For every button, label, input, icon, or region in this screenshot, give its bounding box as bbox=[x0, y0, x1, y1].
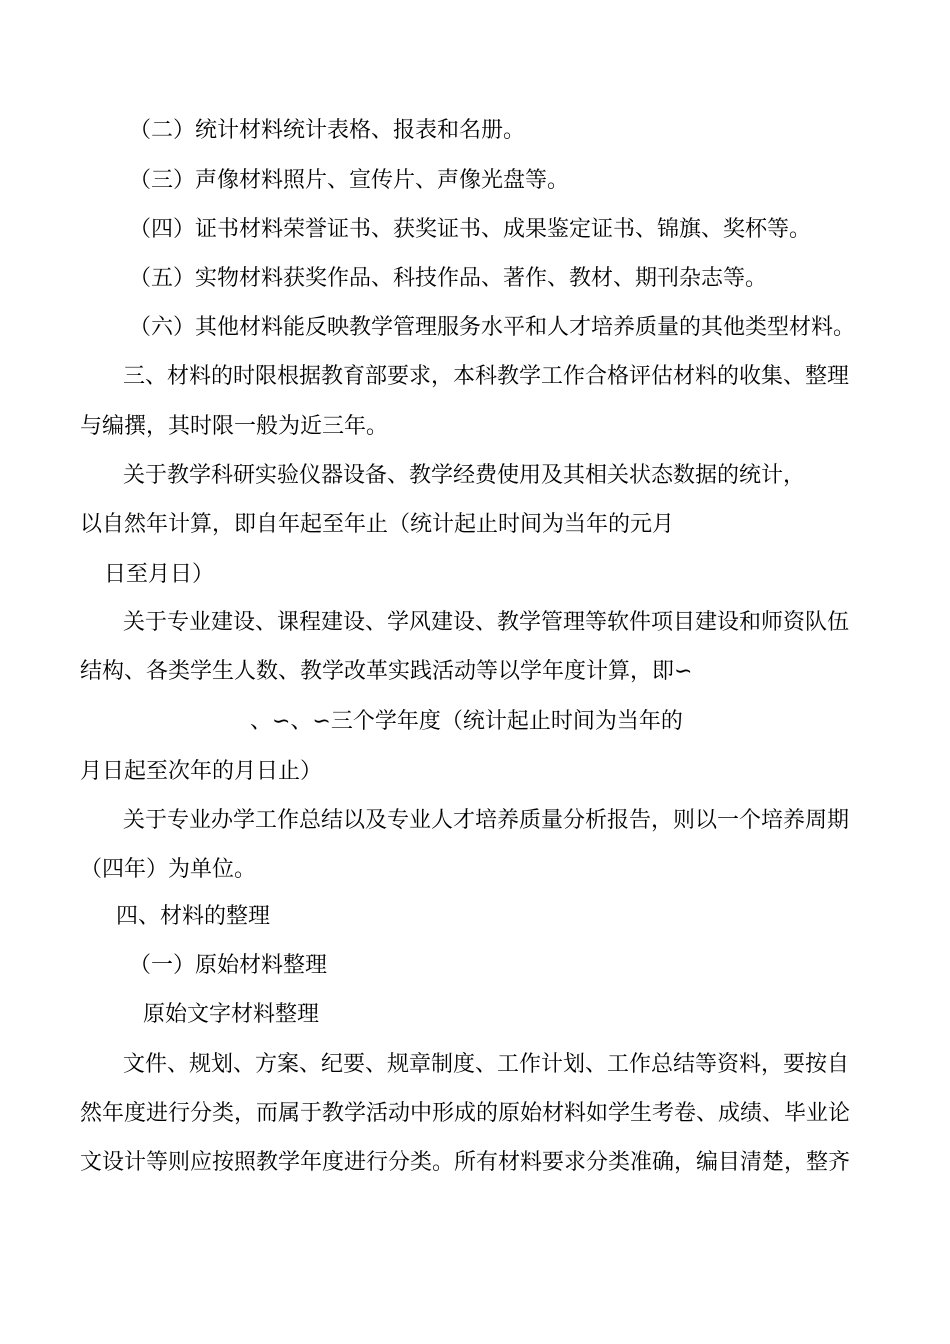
paragraph-line: 文设计等则应按照教学年度进行分类。所有材料要求分类准确，编目清楚，整齐 bbox=[80, 1150, 851, 1175]
paragraph-line: 文件、规划、方案、纪要、规章制度、工作计划、工作总结等资料，要按自 bbox=[123, 1052, 850, 1077]
item-physical: （五）实物材料获奖作品、科技作品、著作、教材、期刊杂志等。 bbox=[129, 266, 768, 291]
subsection-heading: （一）原始材料整理 bbox=[129, 953, 328, 978]
section-heading-organization: 四、材料的整理 bbox=[116, 904, 271, 929]
paragraph-line: （四年）为单位。 bbox=[80, 857, 257, 882]
paragraph-line: 结构、各类学生人数、教学改革实践活动等以学年度计算，即∽ bbox=[80, 659, 693, 684]
paragraph-line: 与编撰，其时限一般为近三年。 bbox=[80, 414, 389, 439]
item-certificates: （四）证书材料荣誉证书、获奖证书、成果鉴定证书、锦旗、奖杯等。 bbox=[129, 217, 812, 242]
paragraph-line: 月日起至次年的月日止） bbox=[80, 759, 323, 784]
paragraph-line: 关于专业办学工作总结以及专业人才培养质量分析报告，则以一个培养周期 bbox=[123, 808, 850, 833]
section-heading-time-limit: 三、材料的时限根据教育部要求，本科教学工作合格评估材料的收集、整理 bbox=[123, 364, 850, 389]
subsubsection-heading: 原始文字材料整理 bbox=[143, 1002, 320, 1027]
item-statistics: （二）统计材料统计表格、报表和名册。 bbox=[129, 118, 526, 143]
paragraph-line: 关于专业建设、课程建设、学风建设、教学管理等软件项目建设和师资队伍 bbox=[123, 610, 850, 635]
paragraph-line: 关于教学科研实验仪器设备、教学经费使用及其相关状态数据的统计， bbox=[123, 463, 806, 488]
paragraph-line: 日至月日） bbox=[104, 562, 215, 587]
paragraph-line: 然年度进行分类，而属于教学活动中形成的原始材料如学生考卷、成绩、毕业论 bbox=[80, 1101, 851, 1126]
paragraph-line: 、∽、∽三个学年度（统计起止时间为当年的 bbox=[250, 709, 683, 734]
item-audiovisual: （三）声像材料照片、宣传片、声像光盘等。 bbox=[129, 168, 570, 193]
paragraph-line: 以自然年计算，即自年起至年止（统计起止时间为当年的元月 bbox=[80, 512, 675, 537]
item-other: （六）其他材料能反映教学管理服务水平和人才培养质量的其他类型材料。 bbox=[129, 315, 856, 340]
